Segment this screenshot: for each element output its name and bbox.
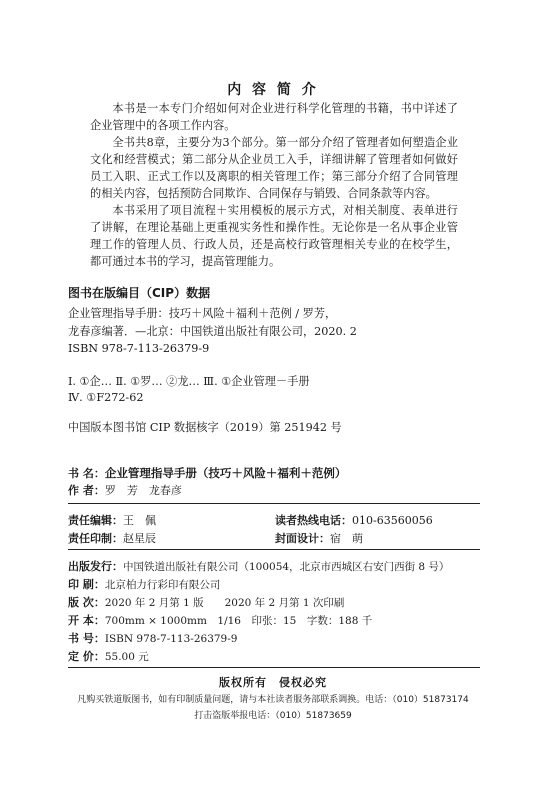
divider-bottom (68, 667, 480, 668)
print-value: 赵星辰 (123, 532, 156, 545)
pub-label: 开 本： (68, 614, 105, 627)
divider-top (68, 503, 480, 504)
summary-title: 内 容 简 介 (227, 82, 319, 98)
pub-row (68, 594, 344, 610)
cip-heading: 图书在版编目（CIP）数据 (68, 286, 211, 300)
cip-line-data-number: 中国版本图书馆 CIP 数据核字（2019）第 251942 号 (68, 421, 342, 434)
pub-row (68, 648, 149, 664)
cip-line-publisher: 龙春彦编著．—北京：中国铁道出版社有限公司，2020. 2 (68, 325, 357, 338)
pub-value: 中国铁道出版社有限公司（100054，北京市西城区右安门西街 8 号） (123, 561, 450, 573)
pub-row (68, 630, 237, 646)
pub-value: ISBN 978-7-113-26379-9 (104, 633, 238, 645)
pub-label: 版 次： (68, 596, 105, 609)
divider-middle (68, 549, 480, 550)
pub-value: 55.00 元 (104, 651, 149, 663)
cip-line-classification: Ⅰ. ①企… Ⅱ. ①罗… ②龙… Ⅲ. ①企业管理－手册 (68, 375, 310, 388)
pub-row (68, 576, 220, 592)
cip-line-clc: Ⅳ. ①F272-62 (68, 391, 144, 404)
quality-notice: 凡购买铁道版图书，如有印制质量问题，请与本社读者服务部联系调换。电话：（010）51873174 (77, 695, 469, 705)
cip-line-title: 企业管理指导手册：技巧＋风险＋福利＋范例 / 罗芳， (68, 307, 337, 320)
pub-value: 北京柏力行彩印有限公司 (104, 579, 221, 591)
copyright-title: 版权所有 侵权必究 (219, 676, 327, 689)
print-row (68, 530, 156, 546)
pub-label: 定 价： (68, 650, 105, 663)
pub-row (68, 612, 372, 628)
cover-row (275, 530, 363, 546)
hotline-label: 读者热线电话： (275, 514, 352, 527)
pub-label: 出版发行： (68, 560, 123, 573)
pub-label: 书 号： (68, 632, 105, 645)
pub-value: 700mm × 1000mm 1/16 印张：15 字数：188 千 (104, 615, 373, 627)
cover-value: 宿 萌 (330, 532, 363, 545)
hotline-row (275, 512, 433, 528)
author-label: 作 者： (68, 484, 105, 497)
piracy-hotline: 打击盗版举报电话：（010）51873659 (194, 711, 352, 721)
pub-label: 印 刷： (68, 578, 105, 591)
summary-body (90, 100, 458, 270)
book-name-value: 企业管理指导手册（技巧＋风险＋福利＋范例） (104, 466, 347, 480)
cover-label: 封面设计： (275, 532, 330, 545)
book-name-label: 书 名： (68, 467, 105, 480)
summary-paragraph: 本书是一本专门介绍如何对企业进行科学化管理的书籍，书中详述了企业管理中的各项工作内容。 (90, 102, 458, 132)
book-name-row (68, 465, 346, 481)
summary-paragraph: 全书共8章，主要分为3个部分。第一部分介绍了管理者如何塑造企业文化和经营模式；第二部分从企业员工入手，详细讲解了管理者如何做好员工入职、正式工作以及离职的相关管理工作；第三部分介绍了合同管理的相关内容，包括预防合同欺诈、合同保存与销毁、合同条款等内容。 (90, 136, 458, 200)
print-label: 责任印制： (68, 532, 123, 545)
hotline-value: 010-63560056 (352, 514, 433, 527)
pub-value: 2020 年 2 月第 1 版 2020 年 2 月第 1 次印刷 (104, 597, 345, 609)
editor-row (68, 512, 156, 528)
author-row (68, 482, 182, 498)
editor-value: 王 佩 (123, 514, 156, 527)
summary-paragraph: 本书采用了项目流程＋实用模板的展示方式，对相关制度、表单进行了讲解，在理论基础上更重视实务性和操作性。无论你是一名从事企业管理工作的管理人员、行政人员，还是高校行政管理相关专业的在校学生，都可通过本书的学习，提高管理能力。 (90, 204, 458, 268)
editor-label: 责任编辑： (68, 514, 123, 527)
author-value: 罗 芳 龙春彦 (104, 484, 182, 497)
cip-line-isbn: ISBN 978-7-113-26379-9 (68, 342, 210, 355)
pub-row (68, 558, 449, 574)
